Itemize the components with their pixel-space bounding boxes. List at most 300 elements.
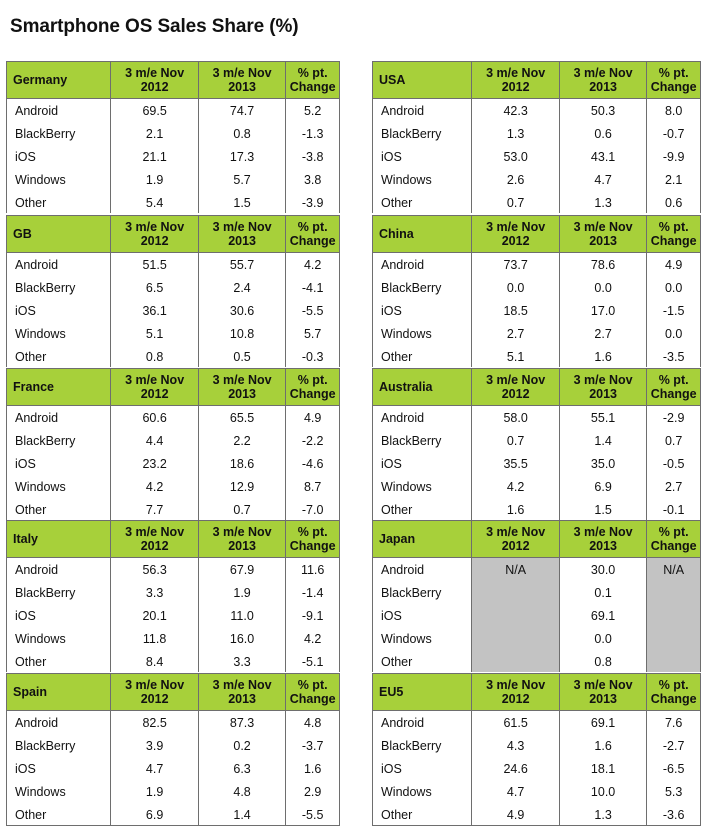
os-label: BlackBerry: [15, 586, 76, 600]
column-header: % pt. Change: [285, 369, 339, 405]
os-label: Windows: [381, 173, 432, 187]
region-header: [372, 368, 701, 406]
os-column: [373, 253, 471, 367]
value-cell: 23.2: [142, 457, 167, 471]
page-title: Smartphone OS Sales Share (%): [10, 16, 299, 37]
value-cell: 65.5: [229, 411, 255, 425]
value-cell: -5.1: [301, 655, 324, 669]
value-cell: 3.3: [233, 655, 251, 669]
os-label: iOS: [15, 150, 36, 164]
os-label: BlackBerry: [15, 739, 76, 753]
value-cell: 7.7: [145, 503, 164, 517]
value-cell: 0.1: [594, 586, 612, 600]
value-column: [198, 99, 285, 213]
region-header: [6, 215, 340, 253]
os-label: BlackBerry: [381, 739, 442, 753]
value-column: [110, 406, 197, 520]
os-label: Windows: [381, 480, 432, 494]
os-column: [373, 99, 471, 213]
value-cell: 56.3: [142, 563, 167, 577]
value-cell: 1.3: [594, 808, 612, 822]
value-column: [559, 253, 646, 367]
value-cell: 24.6: [503, 762, 528, 776]
os-label: Windows: [381, 632, 432, 646]
os-column: [7, 99, 110, 213]
region-body: [372, 99, 701, 213]
value-cell: 1.9: [145, 785, 164, 799]
value-cell: 0.0: [594, 281, 612, 295]
region-name: USA: [379, 73, 406, 87]
value-column: [110, 253, 197, 367]
value-cell: 1.6: [594, 350, 612, 364]
value-cell: -2.2: [301, 434, 324, 448]
value-cell: -6.5: [662, 762, 685, 776]
value-cell: 2.6: [506, 173, 525, 187]
os-label: BlackBerry: [15, 127, 76, 141]
column-header: % pt. Change: [646, 216, 700, 252]
value-column: [646, 253, 700, 367]
os-column: [7, 711, 110, 825]
os-label: Windows: [15, 632, 66, 646]
value-cell: 55.1: [590, 411, 616, 425]
os-label: Other: [381, 503, 413, 517]
value-cell: 0.6: [664, 196, 683, 210]
column-header: % pt. Change: [646, 369, 700, 405]
region-body: [372, 558, 701, 672]
column-header: 3 m/e Nov 2013: [559, 674, 646, 710]
value-cell: -7.0: [301, 503, 324, 517]
region-header: [372, 520, 701, 558]
os-column: [373, 406, 471, 520]
region-body: [6, 253, 340, 367]
value-cell: -4.6: [301, 457, 324, 471]
value-cell: 2.7: [506, 327, 525, 341]
value-cell: 61.5: [503, 716, 528, 730]
value-column: [471, 558, 558, 672]
value-cell: 10.8: [229, 327, 255, 341]
os-label: iOS: [15, 457, 36, 471]
column-header: 3 m/e Nov 2012: [110, 216, 197, 252]
value-cell: 4.2: [145, 480, 164, 494]
column-header: % pt. Change: [646, 521, 700, 557]
os-column: [373, 558, 471, 672]
os-label: Android: [15, 104, 59, 118]
region-table-italy: [6, 520, 340, 672]
region-body: [6, 99, 340, 213]
value-cell: -1.4: [301, 586, 324, 600]
value-column: [198, 711, 285, 825]
column-header: 3 m/e Nov 2013: [198, 62, 285, 98]
column-header: 3 m/e Nov 2012: [110, 674, 197, 710]
value-cell: -3.7: [301, 739, 324, 753]
value-cell: 1.3: [594, 196, 612, 210]
os-label: Android: [15, 258, 59, 272]
os-column: [7, 558, 110, 672]
region-header: [6, 368, 340, 406]
value-column: [110, 711, 197, 825]
value-cell: 5.1: [145, 327, 164, 341]
region-header: [6, 61, 340, 99]
column-header: 3 m/e Nov 2013: [198, 216, 285, 252]
value-cell: 4.2: [506, 480, 525, 494]
region-name: Japan: [379, 532, 416, 546]
value-cell: 60.6: [142, 411, 167, 425]
column-header: % pt. Change: [285, 521, 339, 557]
value-cell: 6.9: [594, 480, 612, 494]
value-cell: 3.8: [303, 173, 322, 187]
value-cell: -0.7: [662, 127, 685, 141]
value-cell: 35.0: [590, 457, 616, 471]
os-label: Other: [381, 808, 413, 822]
value-cell: 8.7: [303, 480, 322, 494]
value-cell: 0.0: [664, 281, 683, 295]
value-cell: 4.7: [594, 173, 612, 187]
os-label: Windows: [381, 785, 432, 799]
region-name: Australia: [379, 380, 433, 394]
region-body: [6, 711, 340, 825]
value-cell: 2.7: [594, 327, 612, 341]
value-cell: 3.3: [145, 586, 164, 600]
value-column: [471, 99, 558, 213]
value-cell: 1.4: [594, 434, 612, 448]
column-header: 3 m/e Nov 2013: [559, 62, 646, 98]
value-cell: 2.1: [664, 173, 683, 187]
value-cell: -0.1: [662, 503, 685, 517]
column-header: 3 m/e Nov 2013: [198, 369, 285, 405]
value-cell: 0.8: [594, 655, 612, 669]
value-cell: 16.0: [229, 632, 255, 646]
value-column: [646, 99, 700, 213]
value-column: [285, 253, 339, 367]
value-cell: 69.5: [142, 104, 167, 118]
value-cell: 2.7: [664, 480, 683, 494]
value-cell: 10.0: [590, 785, 616, 799]
os-label: iOS: [15, 762, 36, 776]
region-name: France: [13, 380, 54, 394]
value-cell: -4.1: [301, 281, 324, 295]
value-cell: 0.6: [594, 127, 612, 141]
value-cell: 53.0: [503, 150, 528, 164]
value-column: [471, 711, 558, 825]
region-table-australia: [372, 368, 701, 520]
value-cell: 35.5: [503, 457, 528, 471]
os-label: Other: [15, 655, 47, 669]
value-cell: 4.2: [303, 258, 322, 272]
column-header: 3 m/e Nov 2012: [471, 62, 558, 98]
value-cell: 6.9: [145, 808, 164, 822]
column-header: 3 m/e Nov 2013: [559, 216, 646, 252]
column-header: % pt. Change: [646, 674, 700, 710]
value-cell: 4.9: [506, 808, 525, 822]
os-column: [373, 711, 471, 825]
column-header: 3 m/e Nov 2013: [198, 521, 285, 557]
value-cell: 6.5: [145, 281, 164, 295]
os-label: Other: [15, 350, 47, 364]
value-column: [559, 711, 646, 825]
value-cell: 30.0: [590, 563, 616, 577]
value-cell: 82.5: [142, 716, 167, 730]
value-column: [646, 558, 700, 672]
value-cell: 0.2: [233, 739, 251, 753]
value-cell: -3.9: [301, 196, 324, 210]
region-header: [372, 215, 701, 253]
os-label: Android: [15, 563, 59, 577]
value-cell: -1.3: [301, 127, 324, 141]
value-cell: 20.1: [142, 609, 167, 623]
value-column: [110, 99, 197, 213]
region-body: [372, 406, 701, 520]
os-label: iOS: [15, 304, 36, 318]
value-cell: 17.0: [590, 304, 616, 318]
value-cell: -3.8: [301, 150, 324, 164]
value-column: [559, 99, 646, 213]
value-cell: 4.2: [303, 632, 322, 646]
region-table-japan: [372, 520, 701, 672]
column-header: % pt. Change: [646, 62, 700, 98]
column-header: % pt. Change: [285, 216, 339, 252]
value-cell: 18.1: [590, 762, 616, 776]
value-cell: 0.0: [506, 281, 525, 295]
value-cell: 0.7: [233, 503, 251, 517]
column-header: 3 m/e Nov 2012: [471, 521, 558, 557]
value-column: [646, 406, 700, 520]
os-label: Other: [381, 655, 413, 669]
os-label: Other: [381, 196, 413, 210]
value-cell: 21.1: [142, 150, 167, 164]
value-cell: 1.9: [233, 586, 251, 600]
os-label: Other: [15, 808, 47, 822]
value-cell: 58.0: [503, 411, 528, 425]
column-header: 3 m/e Nov 2013: [559, 369, 646, 405]
value-column: [646, 711, 700, 825]
value-cell: 74.7: [229, 104, 255, 118]
os-label: BlackBerry: [381, 281, 442, 295]
region-table-eu5: [372, 673, 701, 825]
value-cell: -2.9: [662, 411, 685, 425]
region-name: EU5: [379, 685, 404, 699]
region-table-germany: [6, 61, 340, 213]
value-cell: 5.7: [303, 327, 322, 341]
value-cell: 69.1: [590, 716, 616, 730]
os-column: [7, 253, 110, 367]
value-cell: 8.4: [145, 655, 164, 669]
value-cell: -2.7: [662, 739, 685, 753]
region-body: [372, 253, 701, 367]
value-cell: 1.4: [233, 808, 251, 822]
column-header: 3 m/e Nov 2013: [559, 521, 646, 557]
value-cell: 69.1: [590, 609, 616, 623]
value-cell: 0.8: [233, 127, 251, 141]
value-column: [285, 711, 339, 825]
value-cell: 4.8: [303, 716, 322, 730]
os-label: Windows: [15, 327, 66, 341]
column-header: 3 m/e Nov 2012: [471, 369, 558, 405]
value-cell: 1.6: [594, 739, 612, 753]
value-cell: -5.5: [301, 808, 324, 822]
value-cell: 0.8: [145, 350, 164, 364]
value-cell: 1.9: [145, 173, 164, 187]
region-header: [6, 673, 340, 711]
value-column: [559, 558, 646, 672]
region-header: [372, 673, 701, 711]
os-label: Other: [15, 503, 47, 517]
value-cell: 18.6: [229, 457, 255, 471]
region-body: [6, 558, 340, 672]
value-cell: 2.4: [233, 281, 251, 295]
value-cell: 17.3: [229, 150, 255, 164]
value-cell: 5.2: [303, 104, 322, 118]
value-cell: 67.9: [229, 563, 255, 577]
os-label: BlackBerry: [15, 434, 76, 448]
value-cell: 4.9: [664, 258, 683, 272]
region-table-gb: [6, 215, 340, 367]
value-column: [559, 406, 646, 520]
os-label: iOS: [381, 609, 402, 623]
value-cell: 3.9: [145, 739, 164, 753]
value-cell: N/A: [663, 563, 685, 577]
column-header: 3 m/e Nov 2012: [110, 369, 197, 405]
value-cell: 78.6: [590, 258, 616, 272]
value-column: [198, 253, 285, 367]
value-cell: 73.7: [503, 258, 528, 272]
column-header: 3 m/e Nov 2012: [471, 216, 558, 252]
value-cell: 0.7: [506, 196, 525, 210]
value-cell: 4.3: [506, 739, 525, 753]
os-label: Other: [15, 196, 47, 210]
column-header: 3 m/e Nov 2012: [471, 674, 558, 710]
region-header: [6, 520, 340, 558]
value-cell: 43.1: [590, 150, 616, 164]
value-cell: 1.3: [506, 127, 525, 141]
value-cell: 0.7: [664, 434, 683, 448]
value-cell: 2.2: [233, 434, 251, 448]
value-cell: 6.3: [233, 762, 251, 776]
column-header: % pt. Change: [285, 674, 339, 710]
value-cell: 1.6: [303, 762, 322, 776]
region-name: China: [379, 227, 414, 241]
region-body: [372, 711, 701, 825]
value-cell: 0.5: [233, 350, 251, 364]
os-label: BlackBerry: [15, 281, 76, 295]
value-column: [471, 253, 558, 367]
os-column: [7, 406, 110, 520]
os-label: Windows: [15, 173, 66, 187]
value-cell: 5.7: [233, 173, 251, 187]
value-cell: 4.4: [145, 434, 164, 448]
value-column: [110, 558, 197, 672]
value-cell: 5.3: [664, 785, 683, 799]
os-label: Android: [381, 716, 425, 730]
os-label: iOS: [15, 609, 36, 623]
value-cell: 2.9: [303, 785, 322, 799]
table-bottom-border: [372, 825, 701, 826]
value-cell: -5.5: [301, 304, 324, 318]
value-column: [198, 406, 285, 520]
value-cell: 1.5: [594, 503, 612, 517]
value-cell: 30.6: [229, 304, 255, 318]
value-cell: -3.6: [662, 808, 685, 822]
value-cell: -1.5: [662, 304, 685, 318]
value-column: [285, 99, 339, 213]
value-cell: 4.7: [506, 785, 525, 799]
value-cell: N/A: [505, 563, 527, 577]
value-cell: -0.5: [662, 457, 685, 471]
value-cell: -9.1: [301, 609, 324, 623]
value-cell: 55.7: [229, 258, 255, 272]
value-cell: 8.0: [664, 104, 683, 118]
region-table-spain: [6, 673, 340, 825]
os-label: iOS: [381, 150, 402, 164]
value-cell: 0.7: [506, 434, 525, 448]
region-table-france: [6, 368, 340, 520]
os-label: Windows: [15, 480, 66, 494]
value-cell: 0.0: [664, 327, 683, 341]
os-label: BlackBerry: [381, 586, 442, 600]
region-name: GB: [13, 227, 32, 241]
os-label: Android: [381, 104, 425, 118]
region-name: Spain: [13, 685, 48, 699]
value-column: [285, 406, 339, 520]
value-cell: 2.1: [145, 127, 164, 141]
value-cell: 4.7: [145, 762, 164, 776]
column-header: 3 m/e Nov 2012: [110, 521, 197, 557]
value-cell: 7.6: [664, 716, 683, 730]
os-label: Android: [381, 258, 425, 272]
os-label: Windows: [15, 785, 66, 799]
value-cell: 11.0: [230, 609, 254, 623]
value-cell: 36.1: [142, 304, 167, 318]
value-cell: -0.3: [301, 350, 324, 364]
value-cell: 11.6: [300, 563, 325, 577]
value-cell: 5.4: [145, 196, 164, 210]
value-column: [285, 558, 339, 672]
value-cell: 18.5: [503, 304, 528, 318]
region-name: Italy: [13, 532, 39, 546]
value-cell: -9.9: [662, 150, 685, 164]
column-header: 3 m/e Nov 2013: [198, 674, 285, 710]
value-cell: 50.3: [590, 104, 616, 118]
value-cell: 4.9: [303, 411, 322, 425]
os-label: BlackBerry: [381, 434, 442, 448]
value-cell: 1.6: [506, 503, 525, 517]
region-body: [6, 406, 340, 520]
value-cell: 0.0: [594, 632, 612, 646]
os-label: Other: [381, 350, 413, 364]
os-label: Android: [381, 563, 425, 577]
value-cell: 51.5: [142, 258, 167, 272]
os-label: BlackBerry: [381, 127, 442, 141]
os-label: Android: [381, 411, 425, 425]
os-label: Android: [15, 716, 59, 730]
region-table-usa: [372, 61, 701, 213]
value-cell: 1.5: [233, 196, 251, 210]
os-label: Android: [15, 411, 59, 425]
region-name: Germany: [13, 73, 68, 87]
os-label: iOS: [381, 304, 402, 318]
value-column: [471, 406, 558, 520]
value-column: [198, 558, 285, 672]
column-header: 3 m/e Nov 2012: [110, 62, 197, 98]
value-cell: 5.1: [506, 350, 525, 364]
value-cell: 12.9: [229, 480, 255, 494]
os-label: iOS: [381, 762, 402, 776]
value-cell: 11.8: [142, 632, 167, 646]
value-cell: 42.3: [503, 104, 528, 118]
os-label: Windows: [381, 327, 432, 341]
column-header: % pt. Change: [285, 62, 339, 98]
region-header: [372, 61, 701, 99]
table-bottom-border: [6, 825, 340, 826]
